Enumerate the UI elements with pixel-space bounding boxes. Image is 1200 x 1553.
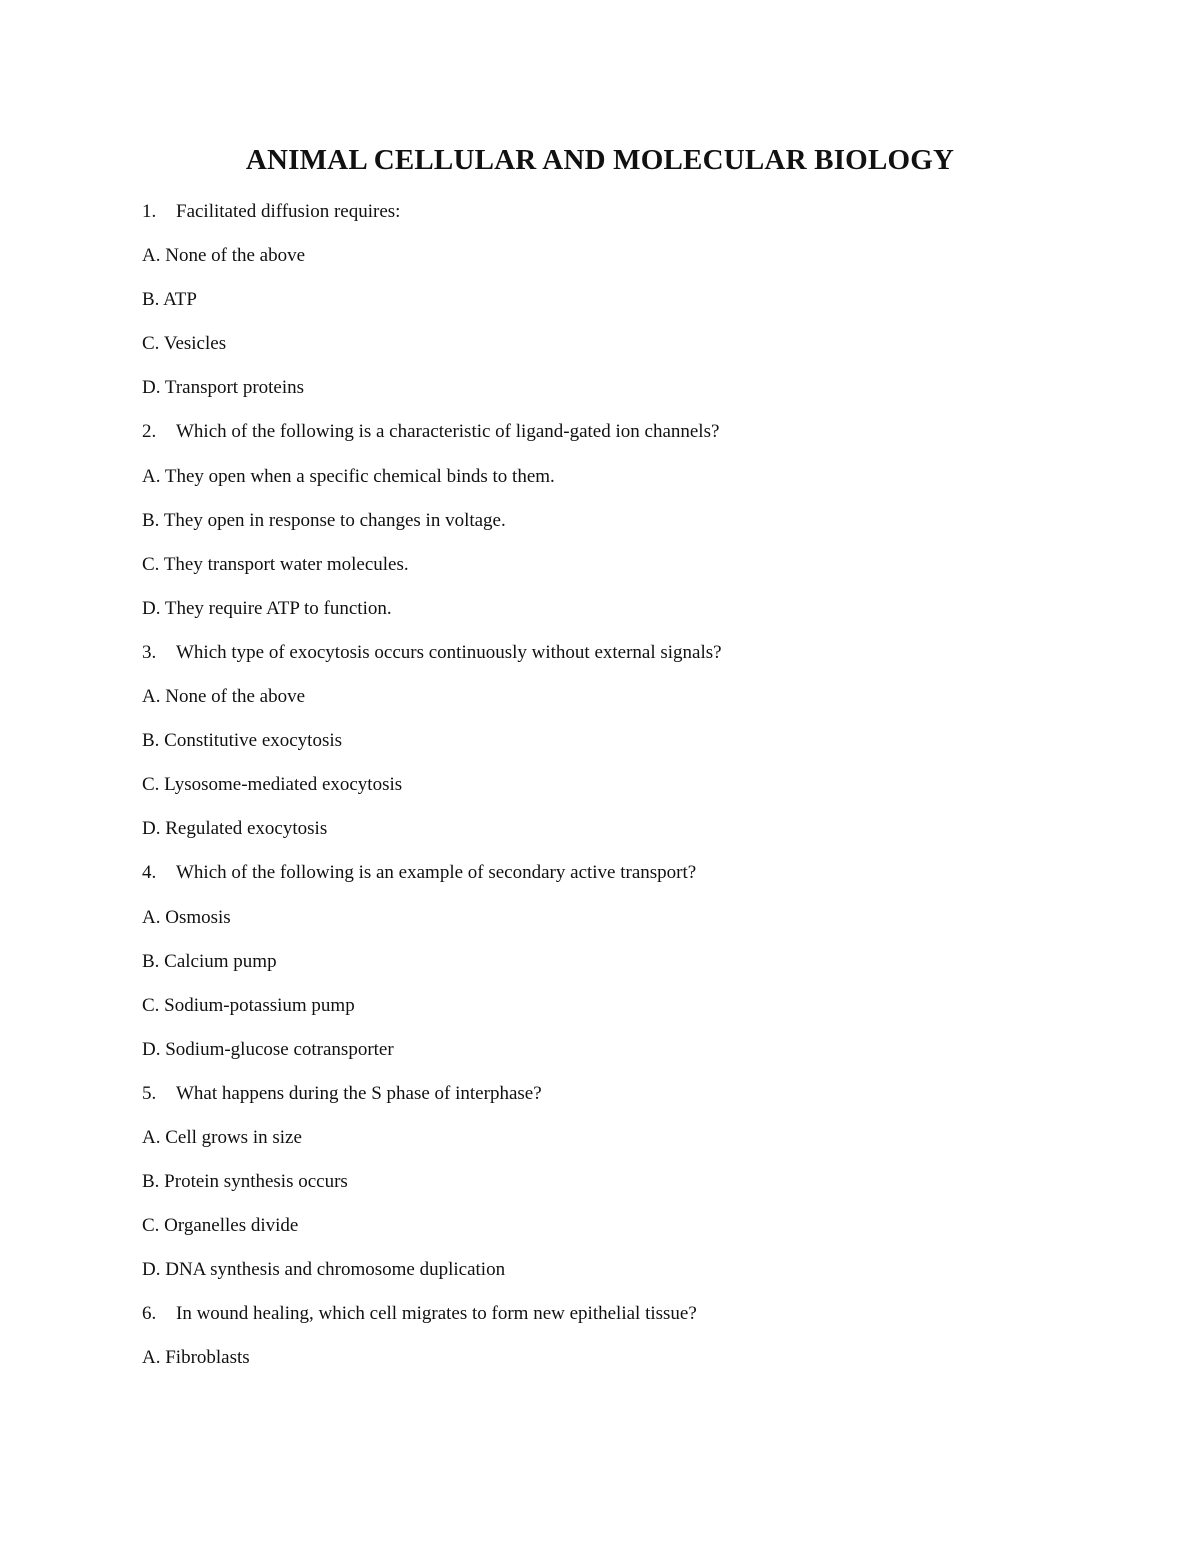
answer-option: B. Calcium pump (142, 950, 277, 972)
answer-option: D. Sodium-glucose cotransporter (142, 1038, 394, 1060)
answer-option: C. They transport water molecules. (142, 553, 409, 575)
answer-option: A. Fibroblasts (142, 1347, 250, 1369)
question-5 (142, 1076, 1102, 1120)
question-number: 1. (142, 201, 157, 222)
question-text: Facilitated diffusion requires: (176, 201, 401, 222)
question-number: 5. (142, 1082, 157, 1104)
answer-option: B. They open in response to changes in voltage. (142, 509, 506, 531)
question-1 (142, 194, 1102, 238)
question-3 (142, 635, 1102, 679)
answer-option: B. Constitutive exocytosis (142, 730, 343, 752)
answer-option: A. None of the above (142, 245, 306, 267)
question-text: Which type of exocytosis occurs continuously without external signals? (176, 641, 722, 663)
answer-option: C. Lysosome-mediated exocytosis (142, 774, 403, 796)
document-title: ANIMAL CELLULAR AND MOLECULAR BIOLOGY (245, 144, 955, 176)
question-text: Which of the following is a characteristic of ligand-gated ion channels? (176, 421, 720, 443)
answer-option: B. Protein synthesis occurs (142, 1171, 348, 1193)
answer-option: A. None of the above (142, 686, 306, 708)
question-number: 6. (142, 1303, 157, 1325)
answer-option: B. ATP (142, 289, 197, 311)
answer-option: C. Vesicles (142, 333, 227, 355)
answer-option: C. Organelles divide (142, 1215, 299, 1237)
answer-option: A. Cell grows in size (142, 1126, 302, 1148)
answer-option: A. They open when a specific chemical binds to them. (142, 465, 555, 487)
question-text: In wound healing, which cell migrates to form new epithelial tissue? (176, 1303, 697, 1325)
answer-option: D. They require ATP to function. (142, 597, 392, 619)
question-number: 4. (142, 862, 157, 884)
answer-option: D. Regulated exocytosis (142, 818, 328, 840)
question-number: 2. (142, 421, 157, 443)
question-text: Which of the following is an example of secondary active transport? (176, 862, 697, 884)
answer-option: C. Sodium-potassium pump (142, 994, 355, 1016)
question-number: 3. (142, 641, 157, 663)
question-2 (142, 414, 1102, 458)
question-list (142, 194, 1102, 1385)
answer-option: A. Osmosis (142, 906, 231, 928)
answer-option: D. DNA synthesis and chromosome duplication (142, 1259, 506, 1281)
question-6 (142, 1296, 1102, 1340)
answer-option: D. Transport proteins (142, 377, 305, 399)
question-4 (142, 855, 1102, 899)
question-text: What happens during the S phase of interphase? (176, 1082, 542, 1104)
